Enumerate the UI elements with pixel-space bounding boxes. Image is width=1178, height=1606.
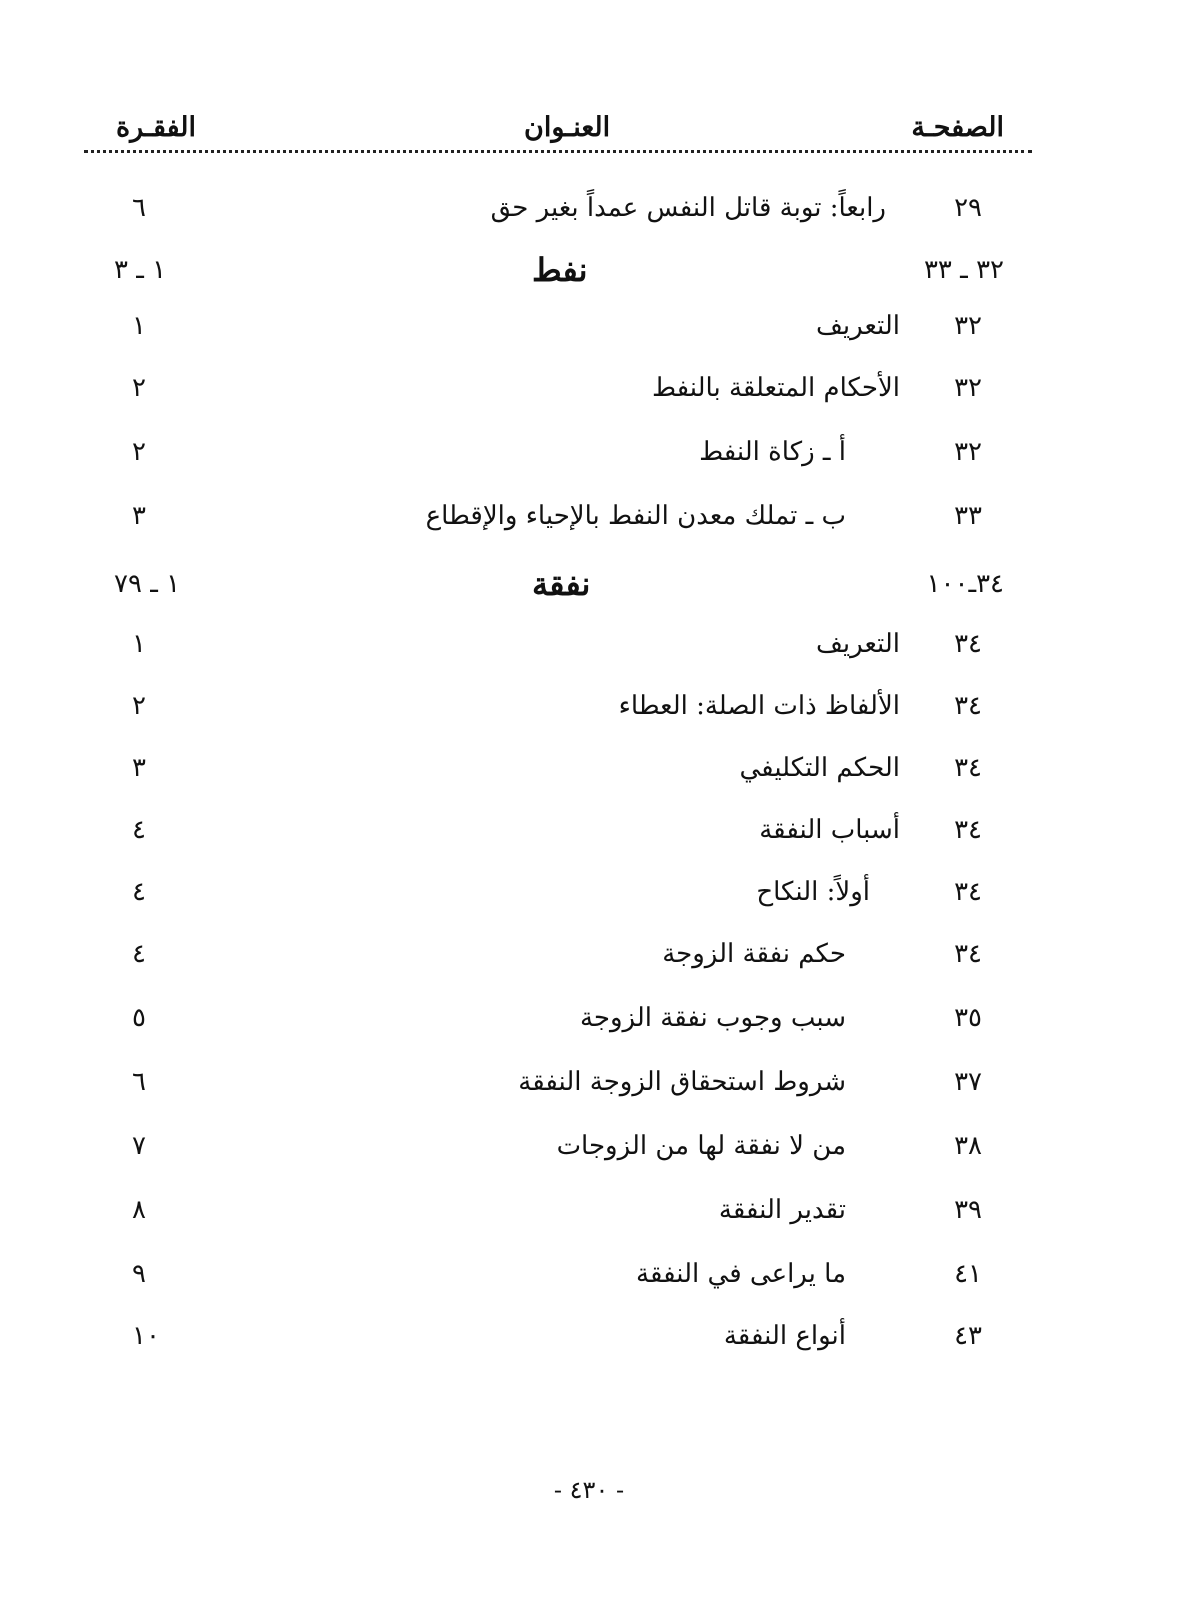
row-title: التعريف: [815, 311, 900, 341]
row-page: ٣٤ـ١٠٠: [926, 569, 1004, 599]
index-row: [84, 1254, 1032, 1298]
row-title: ما يراعى في النفقة: [636, 1259, 846, 1289]
row-paragraph: ١٠: [132, 1321, 160, 1351]
index-row: [84, 1316, 1032, 1360]
row-paragraph: ٤: [132, 815, 146, 845]
row-paragraph: ٢: [132, 437, 146, 467]
row-page: ٣٤: [954, 939, 982, 969]
row-title: شروط استحقاق الزوجة النفقة: [518, 1067, 846, 1097]
row-paragraph: ٣: [132, 501, 146, 531]
row-title: الحكم التكليفي: [739, 753, 900, 783]
row-paragraph: ٤: [132, 877, 146, 907]
row-page: ٣٩: [954, 1195, 982, 1225]
row-page: ٤١: [954, 1259, 982, 1289]
index-row: [84, 1126, 1032, 1170]
header-page-column: الصفحـة: [911, 112, 1004, 143]
row-page: ٣٢: [954, 373, 982, 403]
row-paragraph: ٤: [132, 939, 146, 969]
section-heading: نفط: [532, 251, 588, 289]
index-row: [84, 934, 1032, 978]
index-row: [84, 748, 1032, 792]
row-page: ٣٨: [954, 1131, 982, 1161]
row-page: ٢٩: [954, 193, 982, 223]
row-page: ٣٣: [954, 501, 982, 531]
row-title: رابعاً: توبة قاتل النفس عمداً بغير حق: [490, 193, 886, 223]
index-row: [84, 1190, 1032, 1234]
index-row: [84, 872, 1032, 916]
index-row: [84, 1062, 1032, 1106]
row-paragraph: ٦: [132, 193, 146, 223]
row-page: ٣٢: [954, 311, 982, 341]
section-heading-row: [84, 250, 1032, 294]
row-paragraph: ١: [132, 311, 146, 341]
index-row: [84, 810, 1032, 854]
row-title: أولاً: النكاح: [756, 877, 870, 907]
index-row: [84, 432, 1032, 476]
row-page: ٣٤: [954, 629, 982, 659]
index-row: [84, 368, 1032, 412]
section-heading-row: [84, 564, 1032, 608]
row-paragraph: ٨: [132, 1195, 146, 1225]
row-page: ٣٧: [954, 1067, 982, 1097]
header-title-column: العنـوان: [524, 112, 611, 143]
dotted-divider: [84, 150, 1032, 153]
row-paragraph: ٢: [132, 691, 146, 721]
row-paragraph: ٢: [132, 373, 146, 403]
row-paragraph: ٦: [132, 1067, 146, 1097]
index-row: [84, 306, 1032, 350]
row-page: ٣٥: [954, 1003, 982, 1033]
row-paragraph: ١: [132, 629, 146, 659]
row-title: الأحكام المتعلقة بالنفط: [651, 373, 900, 403]
row-page: ٣٤: [954, 691, 982, 721]
index-row: [84, 624, 1032, 668]
row-page: ٣٢ ـ ٣٣: [923, 255, 1004, 285]
row-title: ب ـ تملك معدن النفط بالإحياء والإقطاع: [425, 501, 846, 531]
row-paragraph: ٥: [132, 1003, 146, 1033]
row-title: الألفاظ ذات الصلة: العطاء: [618, 691, 900, 721]
row-page: ٣٤: [954, 877, 982, 907]
index-row: [84, 188, 1032, 232]
row-paragraph: ١ ـ ٣: [114, 255, 167, 285]
row-page: ٣٤: [954, 815, 982, 845]
page-number: - ٤٣٠ -: [553, 1476, 625, 1504]
row-title: أنواع النفقة: [723, 1321, 846, 1351]
row-title: تقدير النفقة: [718, 1195, 846, 1225]
row-title: سبب وجوب نفقة الزوجة: [579, 1003, 846, 1033]
row-title: من لا نفقة لها من الزوجات: [556, 1131, 846, 1161]
row-title: أسباب النفقة: [759, 815, 900, 845]
index-row: [84, 496, 1032, 540]
row-paragraph: ٩: [132, 1259, 146, 1289]
row-page: ٤٣: [954, 1321, 982, 1351]
row-page: ٣٤: [954, 753, 982, 783]
header-paragraph-column: الفقـرة: [116, 112, 196, 143]
section-heading: نفقة: [532, 565, 591, 603]
row-paragraph: ٧: [132, 1131, 146, 1161]
index-row: [84, 998, 1032, 1042]
row-paragraph: ١ ـ ٧٩: [114, 569, 181, 599]
row-title: أ ـ زكاة النفط: [699, 437, 846, 467]
row-title: التعريف: [815, 629, 900, 659]
row-page: ٣٢: [954, 437, 982, 467]
index-row: [84, 686, 1032, 730]
row-paragraph: ٣: [132, 753, 146, 783]
row-title: حكم نفقة الزوجة: [662, 939, 846, 969]
